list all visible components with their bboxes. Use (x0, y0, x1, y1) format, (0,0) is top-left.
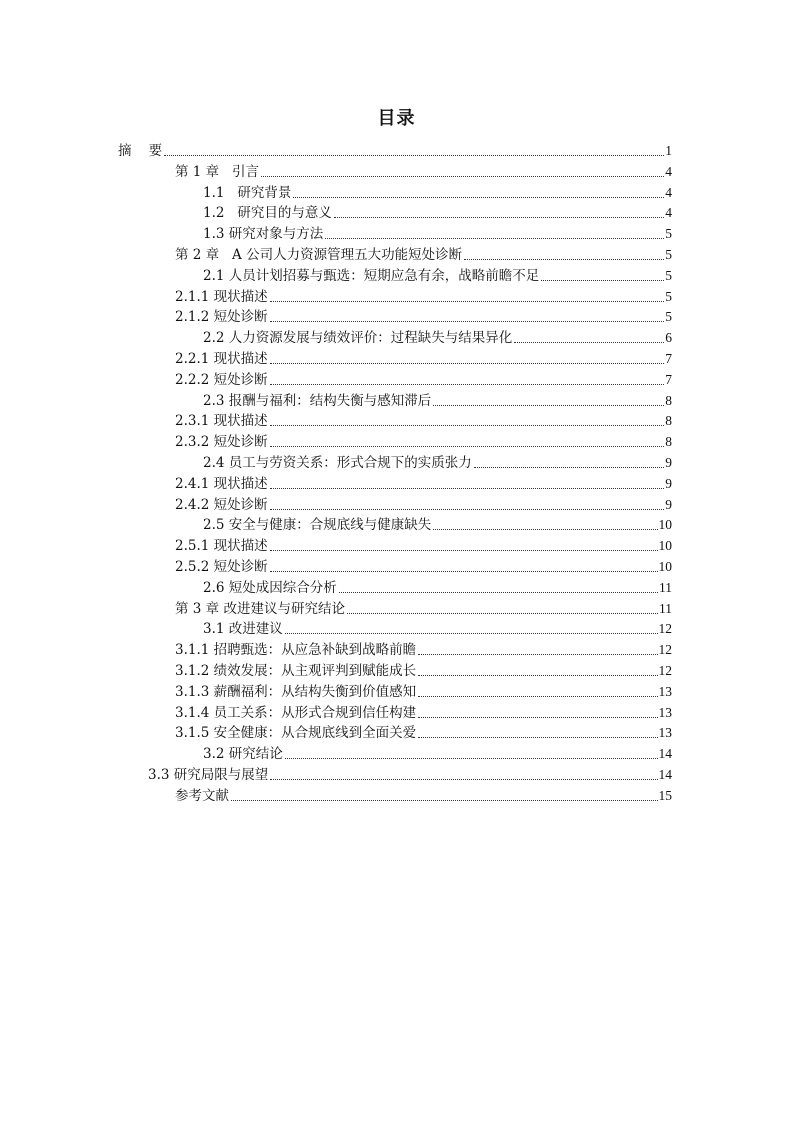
toc-entry-page-number: 9 (665, 455, 672, 470)
toc-entry-page-number: 8 (665, 413, 672, 429)
toc-entry[interactable] (175, 702, 672, 722)
toc-entry-page-number: 5 (665, 288, 672, 304)
toc-entry-page-number: 4 (665, 205, 672, 221)
dot-leader (270, 383, 665, 385)
dot-leader (270, 300, 665, 302)
dot-leader (418, 653, 657, 655)
toc-entry-label: 2.5 安全与健康：合规底线与健康缺失 (203, 517, 432, 534)
toc-entry-label: 2.5.2 短处诊断 (175, 559, 268, 575)
toc-entry[interactable] (175, 348, 672, 368)
toc-entry-page-number: 12 (658, 663, 672, 678)
toc-entry-page-number: 4 (665, 163, 672, 179)
toc-entry-page-number: 10 (658, 517, 672, 533)
dot-leader (418, 674, 657, 676)
dot-leader (270, 320, 665, 322)
toc-entry-page-number: 12 (658, 642, 672, 658)
toc-entry-label: 3.1.1 招聘甄选：从应急补缺到战略前瞻 (175, 642, 417, 659)
toc-entry-page-number: 6 (665, 330, 672, 346)
dot-leader (433, 528, 657, 530)
toc-entry-label: 2.6 短处成因综合分析 (203, 579, 337, 596)
toc-entry-page-number: 5 (665, 267, 672, 283)
page-title: 目录 (377, 108, 416, 129)
toc-entry-page-number: 1 (665, 143, 672, 158)
dot-leader (418, 736, 657, 738)
toc-entry-page-number: 8 (665, 392, 672, 408)
dot-leader (334, 216, 664, 218)
dot-leader (339, 591, 658, 593)
toc-entry[interactable] (203, 202, 672, 222)
toc-entry-page-number: 13 (658, 683, 672, 699)
dot-leader (270, 549, 658, 551)
toc-entry[interactable] (175, 556, 672, 576)
toc-entry[interactable] (203, 223, 672, 243)
toc-entry-page-number: 13 (658, 725, 672, 741)
toc-entry-label: 2.3 报酬与福利：结构失衡与感知滞后 (203, 392, 432, 409)
toc-entry-label: 3.1.4 员工关系：从形式合规到信任构建 (175, 704, 417, 721)
dot-leader (433, 404, 664, 406)
toc-entry-label: 2.1.1 现状描述 (175, 288, 268, 305)
toc-entry[interactable] (203, 327, 672, 347)
toc-entry-label: 2.3.2 短处诊断 (175, 434, 268, 451)
toc-entry[interactable] (175, 535, 672, 555)
toc-entry[interactable] (203, 265, 672, 285)
dot-leader (293, 196, 664, 198)
dot-leader (270, 487, 665, 489)
toc-entry-page-number: 12 (658, 621, 672, 637)
toc-entry[interactable] (175, 785, 672, 805)
toc-entry-page-number: 5 (665, 226, 672, 242)
toc-entry[interactable] (203, 577, 672, 597)
toc-entry[interactable] (175, 161, 672, 181)
dot-leader (514, 341, 664, 343)
toc-entry[interactable] (203, 182, 672, 202)
toc-entry-label: 2.3.1 现状描述 (175, 413, 268, 430)
toc-entry-label: 参考文献 (175, 787, 229, 804)
toc-entry-label: 2.2.1 现状描述 (175, 351, 268, 367)
toc-entry[interactable] (175, 639, 672, 659)
toc-entry[interactable] (203, 743, 672, 763)
toc-entry[interactable] (175, 244, 672, 264)
toc-entry[interactable] (203, 514, 672, 534)
toc-entry-label: 2.4.1 现状描述 (175, 475, 268, 492)
toc-entry-page-number: 15 (658, 787, 672, 803)
toc-entry-page-number: 10 (658, 538, 672, 554)
dot-leader (418, 695, 657, 697)
toc-entry-label: 3.1.2 绩效发展：从主观评判到赋能成长 (175, 663, 417, 679)
dot-leader (270, 445, 665, 447)
dot-leader (270, 508, 665, 510)
toc-entry-label: 2.1 人员计划招募与甄选：短期应急有余，战略前瞻不足 (203, 267, 540, 284)
toc-entry-label: 第 1 章 引言 (175, 163, 260, 180)
toc-entry[interactable] (175, 598, 672, 618)
toc-entry-label: 3.2 研究结论 (203, 746, 283, 763)
toc-entry-label: 摘 要 (118, 143, 163, 159)
toc-entry[interactable] (175, 431, 672, 451)
toc-entry[interactable] (175, 681, 672, 701)
toc-entry[interactable] (175, 660, 672, 680)
toc-entry-label: 3.1.3 薪酬福利：从结构失衡到价值感知 (175, 683, 417, 700)
toc-entry[interactable] (175, 369, 672, 389)
dot-leader (164, 154, 664, 156)
dot-leader (285, 757, 658, 759)
dot-leader (270, 778, 657, 780)
toc-entry[interactable] (203, 452, 672, 472)
dot-leader (541, 279, 664, 281)
dot-leader (270, 570, 658, 572)
toc-entry-label: 3.1 改进建议 (203, 621, 283, 638)
toc-entry-label: 2.5.1 现状描述 (175, 538, 268, 555)
toc-entry-page-number: 4 (665, 184, 672, 200)
toc-entry[interactable] (148, 764, 672, 784)
toc-entry-page-number: 5 (665, 309, 672, 325)
toc-entry[interactable] (203, 618, 672, 638)
toc-entry[interactable] (175, 306, 672, 326)
toc-entry[interactable] (175, 410, 672, 430)
toc-entry[interactable] (203, 390, 672, 410)
dot-leader (270, 362, 665, 364)
dot-leader (231, 799, 658, 801)
toc-entry-page-number: 14 (658, 767, 672, 782)
toc-entry-label: 2.2.2 短处诊断 (175, 371, 268, 388)
dot-leader (325, 237, 664, 239)
dot-leader (474, 466, 664, 468)
dot-leader (464, 258, 664, 260)
toc-entry-label: 1.2 研究目的与意义 (203, 205, 332, 222)
toc-entry-page-number: 8 (665, 434, 672, 450)
toc-entry-label: 第 2 章 A 公司人力资源管理五大功能短处诊断 (175, 247, 463, 263)
dot-leader (270, 424, 665, 426)
toc-entry-page-number: 10 (658, 559, 672, 574)
toc-entry-label: 3.3 研究局限与展望 (148, 767, 269, 783)
toc-entry[interactable] (175, 722, 672, 742)
toc-entry[interactable] (175, 286, 672, 306)
toc-entry[interactable] (118, 140, 672, 160)
dot-leader (285, 632, 658, 634)
toc-entry-label: 1.3 研究对象与方法 (203, 226, 324, 243)
toc-entry-page-number: 7 (665, 351, 672, 366)
toc-entry-page-number: 14 (658, 746, 672, 762)
toc-entry-label: 2.1.2 短处诊断 (175, 309, 268, 326)
toc-entry-label: 2.2 人力资源发展与绩效评价：过程缺失与结果异化 (203, 330, 513, 347)
dot-leader (261, 175, 664, 177)
dot-leader (347, 612, 658, 614)
dot-leader (418, 716, 657, 718)
toc-entry-page-number: 13 (658, 704, 672, 720)
toc-entry-label: 2.4.2 短处诊断 (175, 496, 268, 513)
toc-entry[interactable] (175, 473, 672, 493)
toc-entry-label: 1.1 研究背景 (203, 184, 292, 201)
toc-entry-page-number: 11 (659, 600, 672, 616)
toc-entry-page-number: 7 (665, 371, 672, 387)
toc-entry-label: 第 3 章 改进建议与研究结论 (175, 600, 345, 617)
toc-entry-page-number: 5 (665, 247, 672, 262)
toc-entry-label: 3.1.5 安全健康：从合规底线到全面关爱 (175, 725, 417, 742)
toc-entry-page-number: 9 (665, 475, 672, 491)
toc-entry-page-number: 9 (665, 496, 672, 512)
toc-entry-label: 2.4 员工与劳资关系：形式合规下的实质张力 (203, 455, 472, 471)
toc-entry-page-number: 11 (659, 579, 672, 595)
toc-entry[interactable] (175, 494, 672, 514)
